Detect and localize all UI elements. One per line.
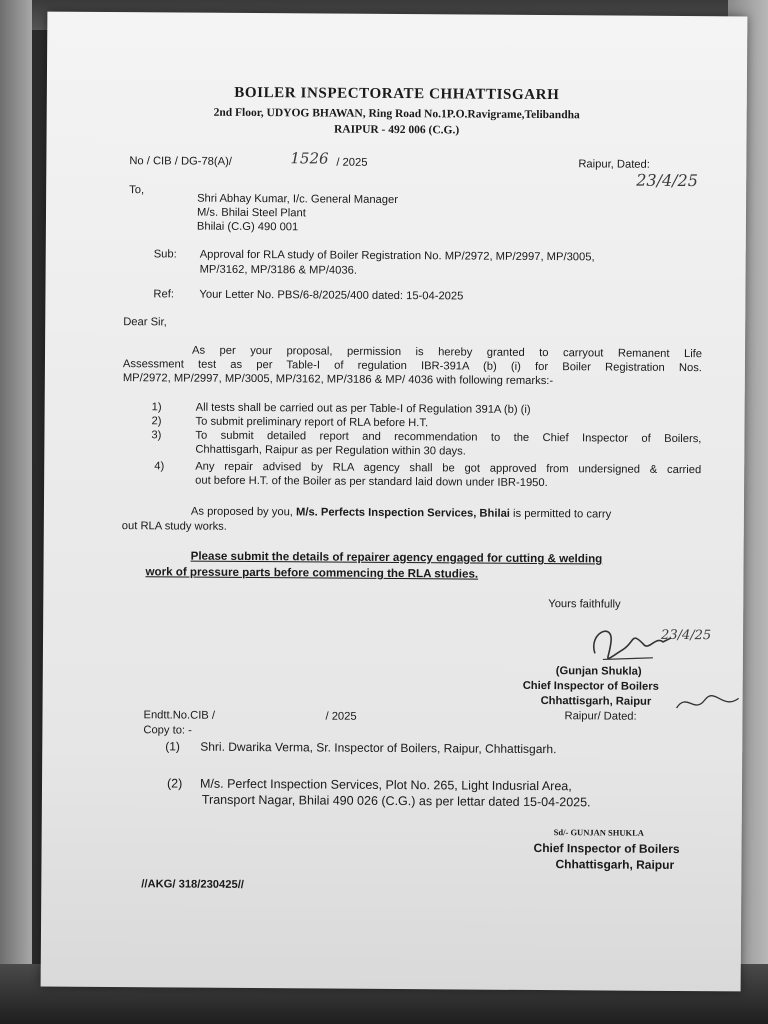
endorsement-year: / 2025: [325, 710, 357, 723]
remark-number: 4): [154, 460, 165, 473]
letterhead-address-1: 2nd Floor, UDYOG BHAWAN, Ring Road No.1P.O.Ravigrame,Telibandha: [213, 106, 580, 122]
letterhead-address-2: RAIPUR - 492 006 (C.G.): [333, 123, 460, 137]
to-company: M/s. Bhilai Steel Plant: [196, 206, 306, 220]
signatory-place: Chhattisgarh, Raipur: [540, 695, 652, 708]
paragraph-1-line-1: As per your proposal, permission is hereby granted to carryout Remanent Life: [192, 344, 703, 361]
remark-text: Any repair advised by RLA agency shall be got approved from undersigned & carried: [195, 460, 702, 477]
footer-place: Chhattisgarh, Raipur: [555, 857, 675, 872]
signatory-name: (Gunjan Shukla): [555, 665, 642, 678]
remark-text: Chhattisgarh, Raipur as per Regulation within 30 days.: [195, 443, 466, 458]
date-handwritten: 23/4/25: [636, 170, 699, 191]
file-reference: //AKG/ 318/230425//: [141, 878, 244, 891]
paragraph-2-line-1: [191, 506, 611, 522]
reference-label: Ref:: [153, 288, 175, 301]
remark-number: 1): [151, 401, 162, 414]
copy-recipient: Transport Nagar, Bhilai 490 026 (C.G.) as per lettar dated 15-04-2025.: [201, 792, 591, 810]
paragraph-1-line-3: MP/2972, MP/2997, MP/3005, MP/3162, MP/3186 & MP/ 4036 with following remarks:-: [122, 372, 554, 388]
subject-line-1: Approval for RLA study of Boiler Registration No. MP/2972, MP/2997, MP/3005,: [199, 248, 595, 264]
letter-number-suffix: / 2025: [336, 156, 368, 169]
subject-line-2: MP/3162, MP/3186 & MP/4036.: [199, 263, 357, 277]
signature-date: 23/4/25: [661, 627, 712, 644]
copy-recipient: Shri. Dwarika Verma, Sr. Inspector of Boilers, Raipur, Chhattisgarh.: [200, 739, 557, 757]
paragraph-2-post: is permitted to carry: [509, 507, 612, 521]
letter-number-prefix: No / CIB / DG-78(A)/: [129, 155, 232, 168]
signatory-title: Chief Inspector of Boilers: [522, 679, 659, 693]
footer-sd: Sd/- GUNJAN SHUKLA: [553, 827, 644, 838]
copy-number: (1): [165, 739, 181, 754]
copy-recipient: M/s. Perfect Inspection Services, Plot No. 265, Light Indusrial Area,: [199, 776, 572, 794]
endorsement-label: Endtt.No.CIB /: [143, 709, 216, 722]
copy-number: (2): [166, 776, 183, 791]
subject-label: Sub:: [153, 248, 177, 261]
place-date-label: Raipur, Dated:: [578, 158, 650, 171]
salutation: Dear Sir,: [123, 316, 167, 329]
notice-line-2: work of pressure parts before commencing the RLA studies.: [145, 565, 479, 581]
letterhead-org: BOILER INSPECTORATE CHHATTISGARH: [234, 84, 560, 104]
remark-text: To submit detailed report and recommendation to the Chief Inspector of Boilers,: [195, 429, 702, 446]
to-name: Shri Abhay Kumar, I/c. General Manager: [197, 192, 399, 207]
letter-page: [41, 12, 748, 992]
copy-to-label: Copy to: -: [143, 724, 192, 737]
remark-number: 2): [151, 415, 162, 428]
letter-number-handwritten: 1526: [290, 149, 329, 168]
reference-text: Your Letter No. PBS/6-8/2025/400 dated: 15-04-2025: [199, 288, 464, 303]
signatory-dated: Raipur/ Dated:: [564, 710, 637, 723]
paragraph-2-pre: As proposed by you,: [190, 505, 297, 519]
footer-title: Chief Inspector of Boilers: [533, 840, 680, 857]
remark-number: 3): [151, 429, 162, 442]
to-label: To,: [129, 184, 145, 197]
paragraph-2-company: M/s. Perfects Inspection Services, Bhilai: [295, 506, 510, 520]
remark-text: out before H.T. of the Boiler as per standard laid down under IBR-1950.: [195, 474, 548, 490]
background-left: [0, 0, 32, 1024]
to-city: Bhilai (C.G) 490 001: [196, 220, 299, 234]
paragraph-2-line-2: out RLA study works.: [121, 520, 227, 533]
notice-line-1: Please submit the details of repairer agency engaged for cutting & welding: [190, 549, 603, 566]
closing: Yours faithfully: [548, 598, 621, 611]
paragraph-1-line-2: Assessment test as per Table-I of regulation IBR-391A (b) (i) for Boiler Registration Nos.: [122, 358, 702, 375]
initials-scribble: [672, 688, 742, 718]
remark-text: To submit preliminary report of RLA before H.T.: [195, 415, 429, 430]
remark-text: All tests shall be carried out as per Table-I of Regulation 391A (b) (i): [195, 401, 531, 416]
